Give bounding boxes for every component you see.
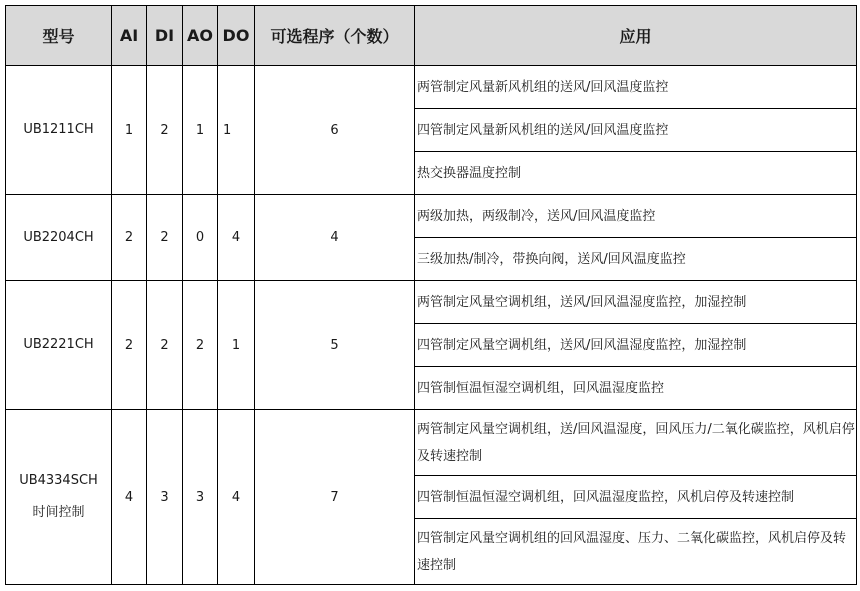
header-do: DO: [218, 6, 255, 66]
di-cell: 2: [147, 281, 183, 410]
di-cell: 2: [147, 195, 183, 281]
do-cell: 4: [218, 410, 255, 585]
ao-cell: 0: [183, 195, 218, 281]
model-name: UB4334SCH: [19, 473, 98, 488]
header-ai: AI: [112, 6, 147, 66]
ai-cell: 1: [112, 66, 147, 195]
table-row: [6, 410, 857, 476]
programs-cell: 6: [255, 66, 415, 195]
ai-cell: 4: [112, 410, 147, 585]
header-model: 型号: [6, 6, 112, 66]
application-cell: 两管制定风量空调机组，送/回风温湿度，回风压力/二氧化碳监控，风机启停及转速控制: [415, 410, 857, 476]
model-cell: UB1211CH: [6, 66, 112, 195]
application-cell: 四管制定风量空调机组，送风/回风温湿度监控，加湿控制: [415, 324, 857, 367]
application-cell: 四管制恒温恒湿空调机组，回风温湿度监控，风机启停及转速控制: [415, 476, 857, 519]
ao-cell: 2: [183, 281, 218, 410]
model-cell: UB2221CH: [6, 281, 112, 410]
application-cell: 四管制定风量空调机组的回风温湿度、压力、二氧化碳监控，风机启停及转速控制: [415, 519, 857, 585]
header-application: 应用: [415, 6, 857, 66]
application-cell: 两级加热，两级制冷，送风/回风温度监控: [415, 195, 857, 238]
ai-cell: 2: [112, 281, 147, 410]
table-row: [6, 281, 857, 324]
application-cell: 四管制恒温恒湿空调机组，回风温湿度监控: [415, 367, 857, 410]
application-cell: 热交换器温度控制: [415, 152, 857, 195]
ao-cell: 1: [183, 66, 218, 195]
application-cell: 四管制定风量新风机组的送风/回风温度监控: [415, 109, 857, 152]
header-di: DI: [147, 6, 183, 66]
do-cell: 4: [218, 195, 255, 281]
do-cell: 1: [218, 66, 255, 195]
programs-cell: 4: [255, 195, 415, 281]
model-cell: UB2204CH: [6, 195, 112, 281]
controller-spec-table: [5, 5, 857, 585]
application-cell: 两管制定风量新风机组的送风/回风温度监控: [415, 66, 857, 109]
header-row: [6, 6, 857, 66]
application-cell: 两管制定风量空调机组，送风/回风温湿度监控，加湿控制: [415, 281, 857, 324]
model-cell: [6, 410, 112, 585]
ai-cell: 2: [112, 195, 147, 281]
programs-cell: 7: [255, 410, 415, 585]
di-cell: 2: [147, 66, 183, 195]
ao-cell: 3: [183, 410, 218, 585]
application-cell: 三级加热/制冷，带换向阀，送风/回风温度监控: [415, 238, 857, 281]
table-row: [6, 66, 857, 109]
table-row: [6, 195, 857, 238]
programs-cell: 5: [255, 281, 415, 410]
header-programs: 可选程序（个数）: [255, 6, 415, 66]
do-cell: 1: [218, 281, 255, 410]
header-ao: AO: [183, 6, 218, 66]
di-cell: 3: [147, 410, 183, 585]
model-subtitle: 时间控制: [32, 505, 85, 520]
